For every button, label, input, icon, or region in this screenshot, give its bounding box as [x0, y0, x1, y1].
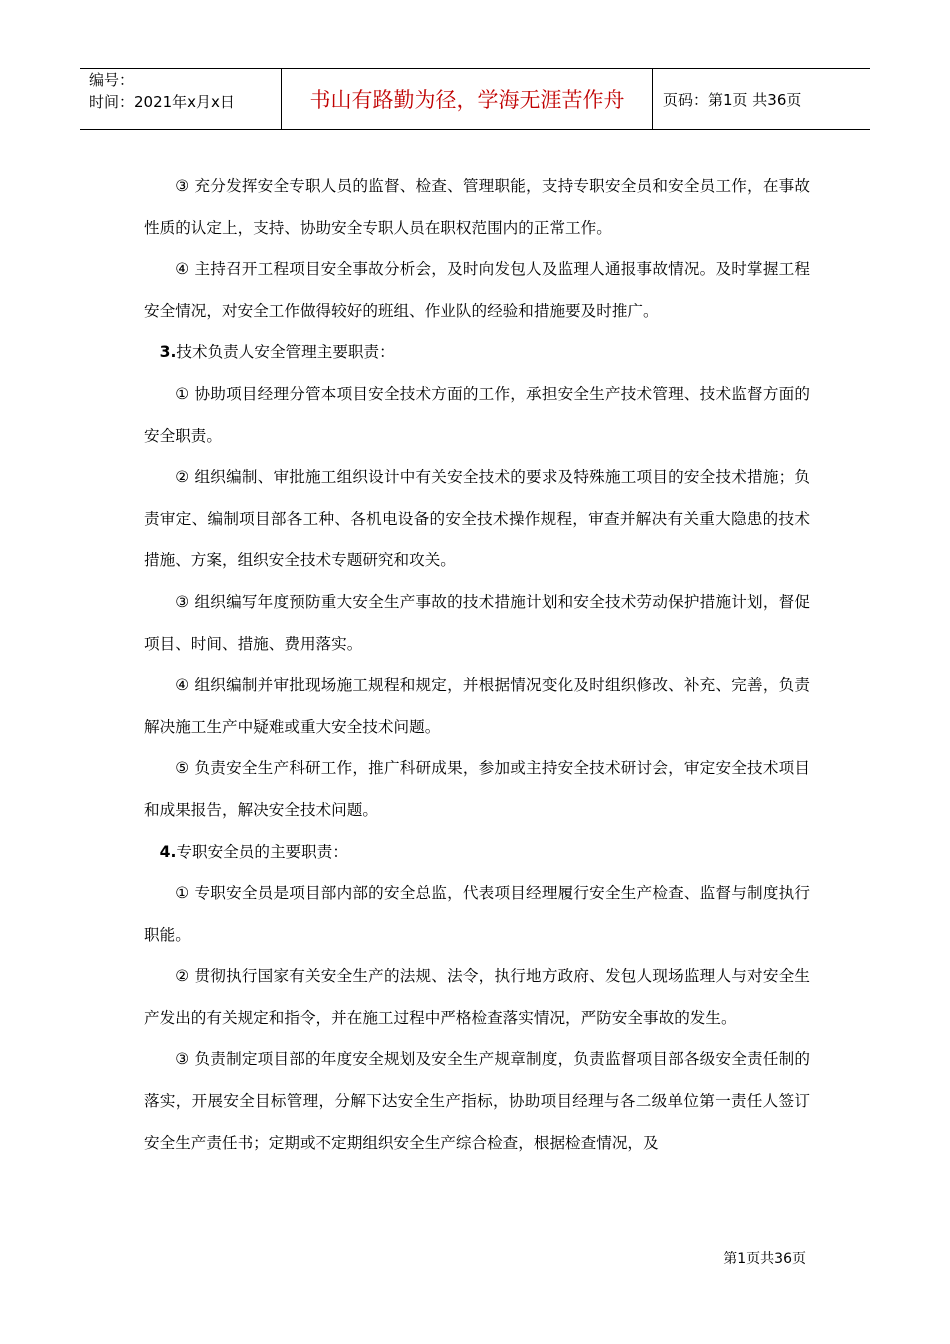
section-heading-number: 3.: [159, 343, 177, 362]
header-page-label: 页码：第1页 共36页: [663, 90, 802, 109]
paragraph: ③ 负责制定项目部的年度安全规划及安全生产规章制度，负责监督项目部各级安全责任制的落实，开展安全目标管理，分解下达安全生产指标，协助项目经理与各二级单位第一责任人签订安全生产责任书；定期或不定期组织安全生产综合检查，根据检查情况，及: [144, 1050, 810, 1152]
document-time-label: 时间：2021年x月x日: [89, 93, 235, 111]
section-heading: [144, 832, 810, 874]
document-number-label: 编号：: [89, 71, 135, 89]
paragraph: ③ 充分发挥安全专职人员的监督、检查、管理职能，支持专职安全员和安全员工作，在事故性质的认定上，支持、协助安全专职人员在职权范围内的正常工作。: [144, 177, 810, 237]
page-footer-number: 第1页共36页: [723, 1251, 806, 1267]
paragraph: ② 组织编制、审批施工组织设计中有关安全技术的要求及特殊施工项目的安全技术措施；负责审定、编制项目部各工种、各机电设备的安全技术操作规程，审查并解决有关重大隐患的技术措施、方案，组织安全技术专题研究和攻关。: [144, 468, 810, 570]
header-meta: [80, 69, 281, 129]
paragraph: ⑤ 负责安全生产科研工作，推广科研成果，参加或主持安全技术研讨会，审定安全技术项目和成果报告，解决安全技术问题。: [144, 759, 810, 819]
document-body: [144, 166, 810, 1164]
paragraph: ① 协助项目经理分管本项目安全技术方面的工作，承担安全生产技术管理、技术监督方面的安全职责。: [144, 384, 810, 445]
paragraph: ④ 组织编制并审批现场施工规程和规定，并根据情况变化及时组织修改、补充、完善，负责解决施工生产中疑难或重大安全技术问题。: [144, 676, 810, 736]
paragraph: ② 贯彻执行国家有关安全生产的法规、法令，执行地方政府、发包人现场监理人与对安全生产发出的有关规定和指令，并在施工过程中严格检查落实情况，严防安全事故的发生。: [144, 967, 810, 1027]
header-motto: 书山有路勤为径，学海无涯苦作舟: [281, 69, 653, 129]
section-heading-text: 专职安全员的主要职责：: [176, 842, 348, 861]
section-heading: [144, 332, 810, 374]
section-heading-text: 技术负责人安全管理主要职责：: [176, 343, 395, 362]
page-header: [80, 68, 870, 130]
paragraph: ③ 组织编写年度预防重大安全生产事故的技术措施计划和安全技术劳动保护措施计划，督促项目、时间、措施、费用落实。: [144, 592, 810, 653]
section-heading-number: 4.: [159, 842, 177, 861]
paragraph: ④ 主持召开工程项目安全事故分析会，及时向发包人及监理人通报事故情况。及时掌握工程安全情况，对安全工作做得较好的班组、作业队的经验和措施要及时推广。: [144, 260, 810, 320]
paragraph: ① 专职安全员是项目部内部的安全总监，代表项目经理履行安全生产检查、监督与制度执行职能。: [144, 884, 810, 944]
